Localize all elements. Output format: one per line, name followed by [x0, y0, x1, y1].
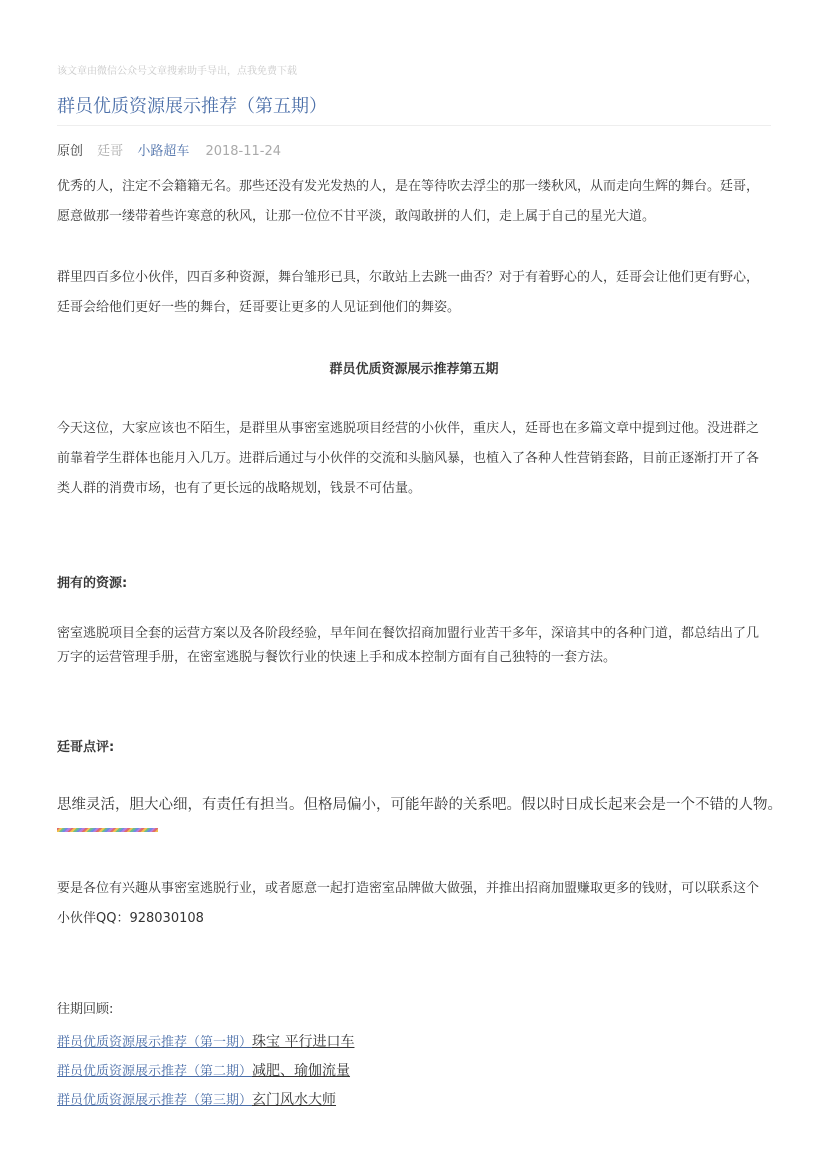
past-issue-link[interactable]: 群员优质资源展示推荐（第三期）	[57, 1093, 253, 1108]
list-item	[57, 1055, 354, 1084]
past-issue-topic: 玄门风水大师	[252, 1092, 337, 1108]
account-name-link[interactable]: 小路超车	[137, 144, 190, 159]
group-paragraph: 群里四百多位小伙伴，四百多种资源，舞台雏形已具，尔敢站上去跳一曲否？对于有着野心的人，廷哥会让他们更有野心，廷哥会给他们更好一些的舞台，廷哥要让更多的人见证到他们的舞姿。	[57, 270, 760, 315]
resources-paragraph: 密室逃脱项目全套的运营方案以及各阶段经验，早年间在餐饮招商加盟行业苦干多年，深谙其中的各种门道，都总结出了几万字的运营管理手册，在密室逃脱与餐饮行业的快速上手和成本控制方面有自己独特的一套方法。	[57, 626, 760, 665]
article-title: 群员优质资源展示推荐（第五期）	[57, 96, 327, 117]
resources-heading: 拥有的资源:	[57, 576, 128, 591]
original-badge: 原创	[57, 144, 84, 159]
article-meta	[57, 140, 291, 159]
past-issue-link[interactable]: 群员优质资源展示推荐（第一期）	[57, 1035, 253, 1050]
list-item	[57, 1084, 354, 1113]
author-name: 廷哥	[97, 144, 124, 159]
intro-paragraph: 优秀的人，注定不会籍籍无名。那些还没有发光发热的人，是在等待吹去浮尘的那一缕秋风，从而走向生辉的舞台。廷哥，愿意做那一缕带着些许寒意的秋风，让那一位位不甘平淡，敢闯敢拼的人们，走上属于自己的星光大道。	[57, 179, 760, 224]
profile-paragraph: 今天这位，大家应该也不陌生，是群里从事密室逃脱项目经营的小伙伴，重庆人，廷哥也在多篇文章中提到过他。没进群之前靠着学生群体也能月入几万。进群后通过与小伙伴的交流和头脑风暴，也植入了各种人性营销套路，目前正逐渐打开了各类人群的消费市场，也有了更长远的战略规划，钱景不可估量。	[57, 421, 760, 496]
export-notice-link[interactable]: 该文章由微信公众号文章搜索助手导出，点我免费下载	[57, 66, 297, 77]
past-issue-topic: 珠宝 平行进口车	[252, 1034, 355, 1050]
review-heading: 廷哥点评:	[57, 740, 115, 755]
review-paragraph: 思维灵活，胆大心细，有责任有担当。但格局偏小，可能年龄的关系吧。假以时日成长起来会是一个不错的人物。	[57, 797, 782, 813]
past-issue-topic: 减肥、瑜伽流量	[252, 1063, 351, 1079]
past-issues-list	[57, 1026, 354, 1113]
past-issue-link[interactable]: 群员优质资源展示推荐（第二期）	[57, 1064, 253, 1079]
publish-date: 2018-11-24	[205, 144, 282, 159]
decorative-stripe-divider	[57, 828, 158, 832]
section-heading: 群员优质资源展示推荐第五期	[329, 362, 499, 377]
title-divider	[57, 125, 771, 126]
past-issues-label: 往期回顾:	[57, 1002, 114, 1017]
contact-paragraph: 要是各位有兴趣从事密室逃脱行业，或者愿意一起打造密室品牌做大做强，并推出招商加盟赚取更多的钱财，可以联系这个小伙伴QQ：928030108	[57, 881, 760, 926]
list-item	[57, 1026, 354, 1055]
